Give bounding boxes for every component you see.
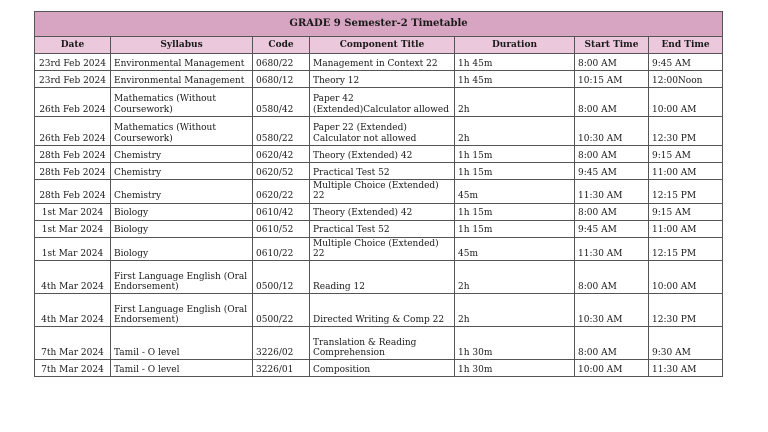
code-cell: 0610/22 (253, 237, 310, 261)
duration-cell: 2h (455, 117, 575, 146)
start-time-cell: 8:00 AM (575, 261, 649, 294)
start-time-cell: 8:00 AM (575, 146, 649, 163)
start-time-cell: 10:30 AM (575, 117, 649, 146)
table-row (35, 261, 723, 294)
column-header-duration: Duration (455, 37, 575, 54)
syllabus-cell: Chemistry (111, 180, 253, 204)
syllabus-cell: Chemistry (111, 163, 253, 180)
syllabus-cell: Biology (111, 220, 253, 237)
column-header-component-title: Component Title (310, 37, 455, 54)
duration-cell: 1h 15m (455, 203, 575, 220)
syllabus-cell: Tamil - O level (111, 327, 253, 360)
code-cell: 0610/52 (253, 220, 310, 237)
code-cell: 0580/42 (253, 88, 310, 117)
duration-cell: 45m (455, 180, 575, 204)
start-time-cell: 9:45 AM (575, 220, 649, 237)
code-cell: 0620/22 (253, 180, 310, 204)
code-cell: 0680/12 (253, 71, 310, 88)
table-row (35, 88, 723, 117)
duration-cell: 45m (455, 237, 575, 261)
date-cell: 1st Mar 2024 (35, 220, 111, 237)
end-time-cell: 9:30 AM (649, 327, 723, 360)
end-time-cell: 12:15 PM (649, 180, 723, 204)
date-cell: 28th Feb 2024 (35, 146, 111, 163)
date-cell: 7th Mar 2024 (35, 360, 111, 377)
end-time-cell: 12:30 PM (649, 294, 723, 327)
duration-cell: 1h 15m (455, 146, 575, 163)
start-time-cell: 11:30 AM (575, 180, 649, 204)
date-cell: 28th Feb 2024 (35, 163, 111, 180)
start-time-cell: 10:00 AM (575, 360, 649, 377)
end-time-cell: 11:00 AM (649, 220, 723, 237)
code-cell: 0680/22 (253, 54, 310, 71)
date-cell: 1st Mar 2024 (35, 237, 111, 261)
end-time-cell: 11:00 AM (649, 163, 723, 180)
syllabus-cell: First Language English (Oral Endorsement) (111, 261, 253, 294)
component-title-cell: Multiple Choice (Extended) 22 (310, 237, 455, 261)
duration-cell: 2h (455, 88, 575, 117)
table-row (35, 220, 723, 237)
component-title-cell: Paper 42 (Extended)Calculator allowed (310, 88, 455, 117)
table-row (35, 180, 723, 204)
component-title-cell: Translation & Reading Comprehension (310, 327, 455, 360)
end-time-cell: 12:30 PM (649, 117, 723, 146)
table-row (35, 146, 723, 163)
duration-cell: 1h 30m (455, 327, 575, 360)
end-time-cell: 12:15 PM (649, 237, 723, 261)
column-header-code: Code (253, 37, 310, 54)
start-time-cell: 8:00 AM (575, 203, 649, 220)
table-row (35, 237, 723, 261)
timetable-container (34, 11, 722, 377)
code-cell: 0500/12 (253, 261, 310, 294)
start-time-cell: 8:00 AM (575, 88, 649, 117)
syllabus-cell: Mathematics (Without Coursework) (111, 88, 253, 117)
date-cell: 4th Mar 2024 (35, 261, 111, 294)
table-row (35, 54, 723, 71)
component-title-cell: Multiple Choice (Extended) 22 (310, 180, 455, 204)
duration-cell: 2h (455, 294, 575, 327)
start-time-cell: 11:30 AM (575, 237, 649, 261)
syllabus-cell: First Language English (Oral Endorsement) (111, 294, 253, 327)
end-time-cell: 9:15 AM (649, 146, 723, 163)
syllabus-cell: Environmental Management (111, 71, 253, 88)
component-title-cell: Paper 22 (Extended) Calculator not allowed (310, 117, 455, 146)
table-row (35, 71, 723, 88)
table-row (35, 327, 723, 360)
table-body (35, 54, 723, 377)
date-cell: 1st Mar 2024 (35, 203, 111, 220)
table-row (35, 203, 723, 220)
code-cell: 3226/02 (253, 327, 310, 360)
syllabus-cell: Mathematics (Without Coursework) (111, 117, 253, 146)
component-title-cell: Theory 12 (310, 71, 455, 88)
date-cell: 7th Mar 2024 (35, 327, 111, 360)
end-time-cell: 10:00 AM (649, 88, 723, 117)
code-cell: 0620/42 (253, 146, 310, 163)
end-time-cell: 9:45 AM (649, 54, 723, 71)
syllabus-cell: Tamil - O level (111, 360, 253, 377)
start-time-cell: 8:00 AM (575, 327, 649, 360)
code-cell: 0500/22 (253, 294, 310, 327)
code-cell: 0620/52 (253, 163, 310, 180)
component-title-cell: Composition (310, 360, 455, 377)
column-header-start-time: Start Time (575, 37, 649, 54)
end-time-cell: 11:30 AM (649, 360, 723, 377)
start-time-cell: 8:00 AM (575, 54, 649, 71)
column-header-end-time: End Time (649, 37, 723, 54)
table-row (35, 360, 723, 377)
code-cell: 0580/22 (253, 117, 310, 146)
column-header-date: Date (35, 37, 111, 54)
end-time-cell: 10:00 AM (649, 261, 723, 294)
duration-cell: 1h 45m (455, 54, 575, 71)
start-time-cell: 10:30 AM (575, 294, 649, 327)
date-cell: 23rd Feb 2024 (35, 54, 111, 71)
start-time-cell: 9:45 AM (575, 163, 649, 180)
duration-cell: 1h 30m (455, 360, 575, 377)
table-title: GRADE 9 Semester-2 Timetable (35, 12, 723, 37)
date-cell: 23rd Feb 2024 (35, 71, 111, 88)
component-title-cell: Reading 12 (310, 261, 455, 294)
code-cell: 0610/42 (253, 203, 310, 220)
component-title-cell: Practical Test 52 (310, 163, 455, 180)
table-row (35, 294, 723, 327)
syllabus-cell: Chemistry (111, 146, 253, 163)
duration-cell: 1h 15m (455, 220, 575, 237)
component-title-cell: Directed Writing & Comp 22 (310, 294, 455, 327)
component-title-cell: Practical Test 52 (310, 220, 455, 237)
date-cell: 26th Feb 2024 (35, 117, 111, 146)
syllabus-cell: Biology (111, 237, 253, 261)
timetable (34, 11, 723, 377)
date-cell: 28th Feb 2024 (35, 180, 111, 204)
table-row (35, 163, 723, 180)
component-title-cell: Management in Context 22 (310, 54, 455, 71)
column-header-syllabus: Syllabus (111, 37, 253, 54)
duration-cell: 1h 45m (455, 71, 575, 88)
code-cell: 3226/01 (253, 360, 310, 377)
duration-cell: 2h (455, 261, 575, 294)
syllabus-cell: Environmental Management (111, 54, 253, 71)
duration-cell: 1h 15m (455, 163, 575, 180)
table-row (35, 117, 723, 146)
date-cell: 4th Mar 2024 (35, 294, 111, 327)
end-time-cell: 9:15 AM (649, 203, 723, 220)
header-row (35, 37, 723, 54)
date-cell: 26th Feb 2024 (35, 88, 111, 117)
syllabus-cell: Biology (111, 203, 253, 220)
start-time-cell: 10:15 AM (575, 71, 649, 88)
component-title-cell: Theory (Extended) 42 (310, 203, 455, 220)
end-time-cell: 12:00Noon (649, 71, 723, 88)
component-title-cell: Theory (Extended) 42 (310, 146, 455, 163)
